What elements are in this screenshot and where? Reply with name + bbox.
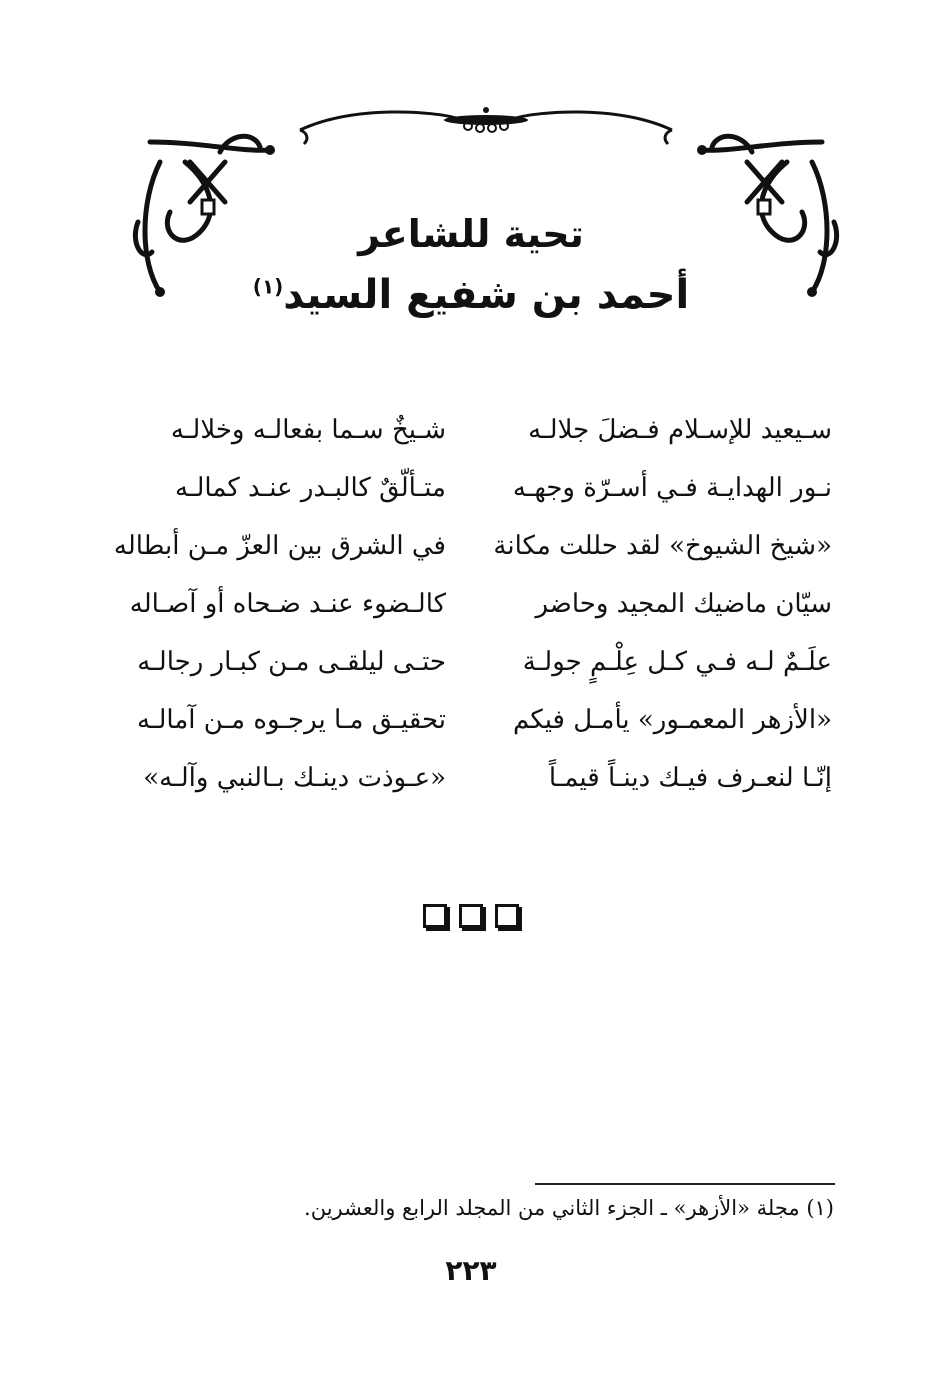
square-mark-icon xyxy=(495,904,519,928)
verse-second-hemistich: شـيخٌ سـما بفعالـه وخلالـه xyxy=(170,415,446,445)
page-number: ٢٢٣ xyxy=(445,1254,497,1287)
square-mark-icon xyxy=(459,904,483,928)
verse-row xyxy=(0,524,942,568)
verse-first-hemistich: سـيعيد للإسـلام فـضلَ جلالـه xyxy=(528,415,832,445)
verse-first-hemistich: «شيخ الشيوخ» لقد حللت مكانة xyxy=(493,531,832,561)
verse-row xyxy=(0,756,942,800)
poet-name-text: أحمد بن شفيع السيد xyxy=(283,272,690,318)
footnote-divider xyxy=(535,1183,835,1185)
verse-second-hemistich: متـألّقٌ كالبـدر عنـد كمالـه xyxy=(174,473,446,503)
verse-row xyxy=(0,698,942,742)
verse-second-hemistich: تحقيـق مـا يرجـوه مـن آمالـه xyxy=(136,705,446,735)
verse-first-hemistich: إنّـا لنعـرف فيـك دينـاً قيمـاً xyxy=(548,763,832,793)
section-end-marks xyxy=(0,904,942,932)
footnote: (١) مجلة «الأزهر» ـ الجزء الثاني من المجلد الرابع والعشرين. xyxy=(304,1196,834,1220)
verse-second-hemistich: «عـوذت دينـك بـالنبي وآلـه» xyxy=(143,763,446,793)
verse-row xyxy=(0,408,942,452)
verse-row xyxy=(0,466,942,510)
verse-second-hemistich: في الشرق بين العزّ مـن أبطاله xyxy=(113,531,446,561)
header-ornament xyxy=(296,100,676,150)
verse-first-hemistich: نـور الهدايـة فـي أسـرّة وجهـه xyxy=(512,473,832,503)
verse-first-hemistich: «الأزهر المعمـور» يأمـل فيكم xyxy=(513,705,832,735)
verse-second-hemistich: كالـضوء عنـد ضـحاه أو آصـاله xyxy=(129,589,446,619)
verse-first-hemistich: سيّان ماضيك المجيد وحاضر xyxy=(535,589,832,619)
poem-title: تحية للشاعر xyxy=(358,212,584,256)
verse-second-hemistich: حتـى ليلقـى مـن كبـار رجالـه xyxy=(137,647,446,677)
square-mark-icon xyxy=(423,904,447,928)
verse-row xyxy=(0,640,942,684)
verse-row xyxy=(0,582,942,626)
verse-first-hemistich: علَـمٌ لـه فـي كـل عِلْـمٍ جولـة xyxy=(522,647,832,677)
footnote-marker: (١) xyxy=(252,274,284,299)
poet-name xyxy=(0,272,942,318)
